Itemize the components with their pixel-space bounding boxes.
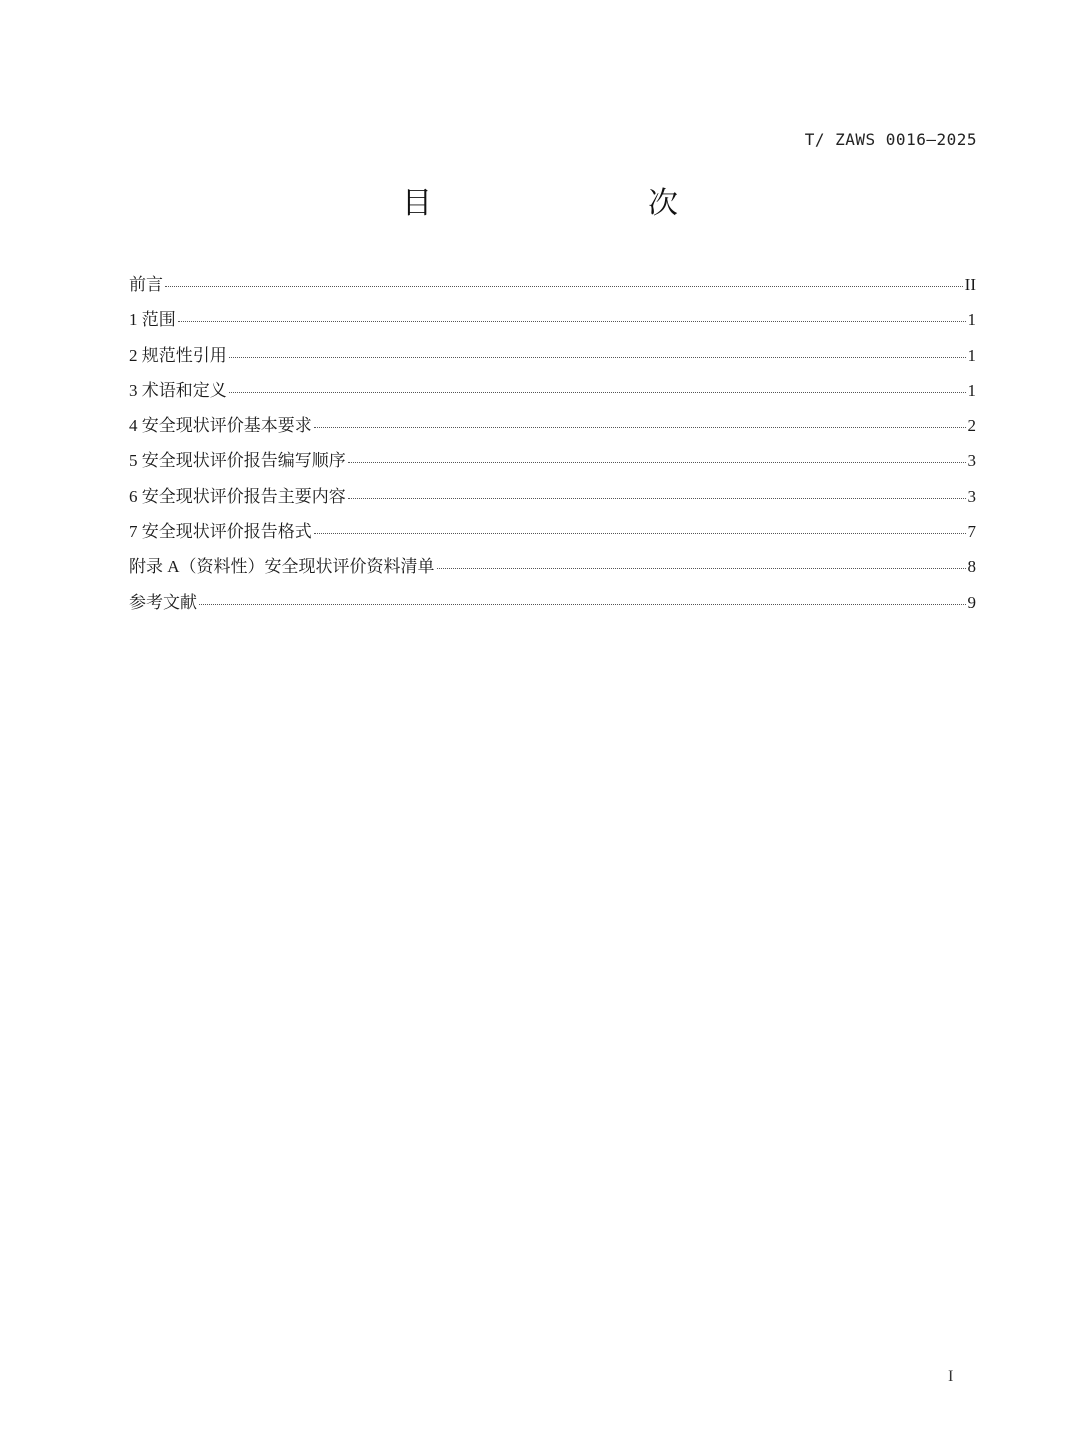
toc-entry-report-content[interactable] (129, 482, 976, 517)
toc-entry-page: 1 (967, 380, 976, 400)
toc-entry-foreword[interactable] (129, 270, 976, 305)
toc-leader-dots (348, 498, 966, 499)
toc-entry-label: 附录 A（资料性）安全现状评价资料清单 (129, 557, 435, 577)
standard-code: T/ ZAWS 0016—2025 (804, 130, 977, 149)
toc-entry-normative-references[interactable] (129, 341, 976, 376)
toc-leader-dots (314, 533, 966, 534)
toc-entry-label: 参考文献 (129, 592, 197, 612)
toc-entry-report-format[interactable] (129, 517, 976, 552)
toc-entry-label: 6 安全现状评价报告主要内容 (129, 486, 346, 506)
toc-entry-label: 2 规范性引用 (129, 345, 227, 365)
toc-entry-page: 1 (967, 310, 976, 330)
toc-leader-dots (229, 392, 966, 393)
toc-entry-page: 2 (967, 416, 976, 436)
toc-entry-page: 1 (967, 345, 976, 365)
toc-leader-dots (178, 321, 966, 322)
toc-entry-label: 3 术语和定义 (129, 380, 227, 400)
toc-entry-label: 1 范围 (129, 310, 176, 330)
toc-entry-appendix-a[interactable] (129, 552, 976, 587)
toc-leader-dots (437, 568, 966, 569)
toc-entry-page: 8 (967, 557, 976, 577)
toc-entry-terms-definitions[interactable] (129, 376, 976, 411)
toc-entry-page: 9 (967, 592, 976, 612)
toc-entry-basic-requirements[interactable] (129, 411, 976, 446)
toc-leader-dots (348, 462, 966, 463)
table-of-contents (129, 270, 976, 623)
toc-entry-scope[interactable] (129, 305, 976, 340)
toc-leader-dots (199, 604, 966, 605)
toc-entry-page: 3 (967, 451, 976, 471)
toc-entry-label: 7 安全现状评价报告格式 (129, 522, 312, 542)
page-title: 目 次 (402, 186, 730, 221)
page-number: I (948, 1368, 954, 1385)
toc-leader-dots (314, 427, 966, 428)
toc-entry-page: II (964, 275, 976, 294)
toc-entry-label: 5 安全现状评价报告编写顺序 (129, 451, 346, 471)
toc-leader-dots (165, 286, 963, 287)
toc-entry-page: 3 (967, 486, 976, 506)
toc-entry-label: 前言 (129, 275, 163, 294)
toc-entry-bibliography[interactable] (129, 588, 976, 623)
toc-leader-dots (229, 357, 966, 358)
toc-entry-page: 7 (967, 522, 976, 542)
toc-entry-report-order[interactable] (129, 446, 976, 481)
toc-entry-label: 4 安全现状评价基本要求 (129, 416, 312, 436)
